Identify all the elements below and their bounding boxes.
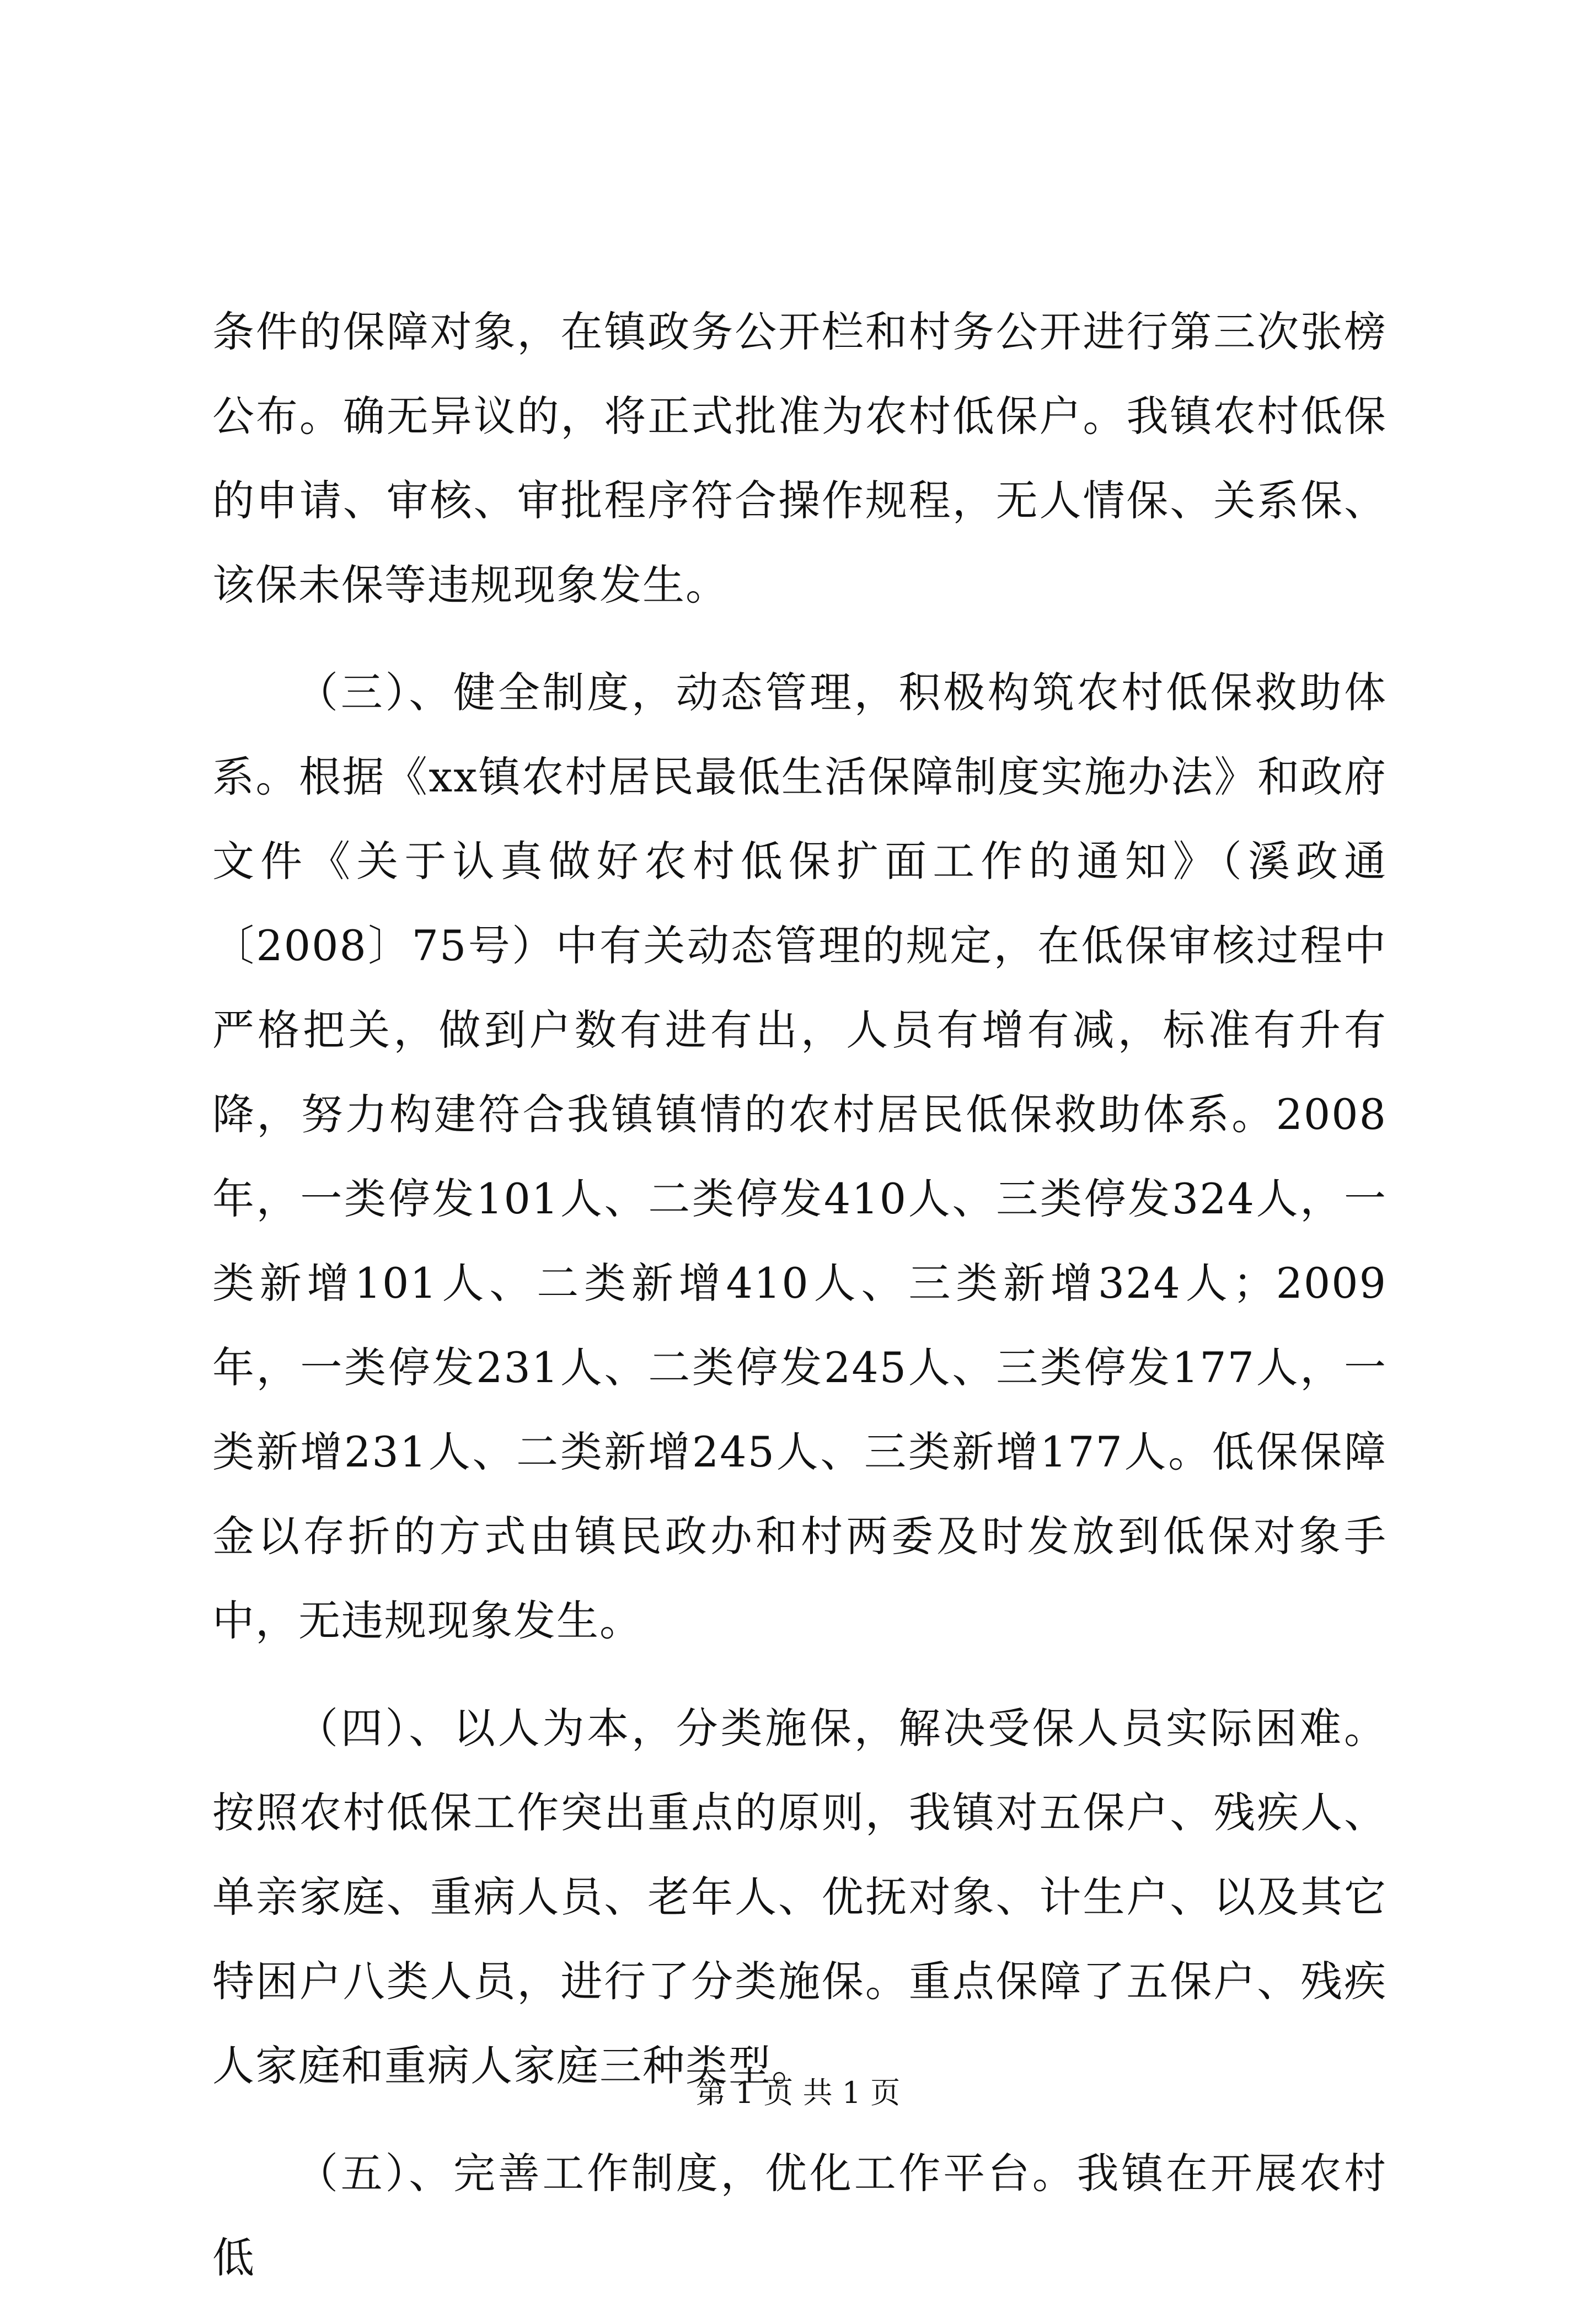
paragraph-1: 条件的保障对象，在镇政务公开栏和村务公开进行第三次张榜公布。确无异议的，将正式批准为农村低保户。我镇农村低保的申请、审核、审批程序符合操作规程，无人情保、关系保、该保未保等违规现象发生。 (212, 307, 1387, 609)
page-number-label: 第 1 页 共 1 页 (695, 2075, 901, 2110)
paragraph-3: （四）、以人为本，分类施保，解决受保人员实际困难。按照农村低保工作突出重点的原则，我镇对五保户、残疾人、单亲家庭、重病人员、老年人、优抚对象、计生户、以及其它特困户八类人员，进行了分类施保。重点保障了五保户、残疾人家庭和重病人家庭三种类型。 (212, 1704, 1387, 2090)
paragraph-2: （三）、健全制度，动态管理，积极构筑农村低保救助体系。根据《xx镇农村居民最低生活保障制度实施办法》和政府文件《关于认真做好农村低保扩面工作的通知》（溪政通〔2008〕75号）中有关动态管理的规定，在低保审核过程中严格把关，做到户数有进有出，人员有增有减，标准有升有降，努力构建符合我镇镇情的农村居民低保救助体系。2008年，一类停发101人、二类停发410人、三类停发324人，一类新增101人、二类新增410人、三类新增324人；2009年，一类停发231人、二类停发245人、三类停发177人，一类新增231人、二类新增245人、三类新增177人。低保保障金以存折的方式由镇民政办和村两委及时发放到低保对象手中，无违规现象发生。 (212, 668, 1387, 1645)
page-footer (0, 2074, 1596, 2112)
document-body (212, 290, 1387, 2323)
paragraph-4: （五）、完善工作制度，优化工作平台。我镇在开展农村低 (212, 2149, 1387, 2282)
